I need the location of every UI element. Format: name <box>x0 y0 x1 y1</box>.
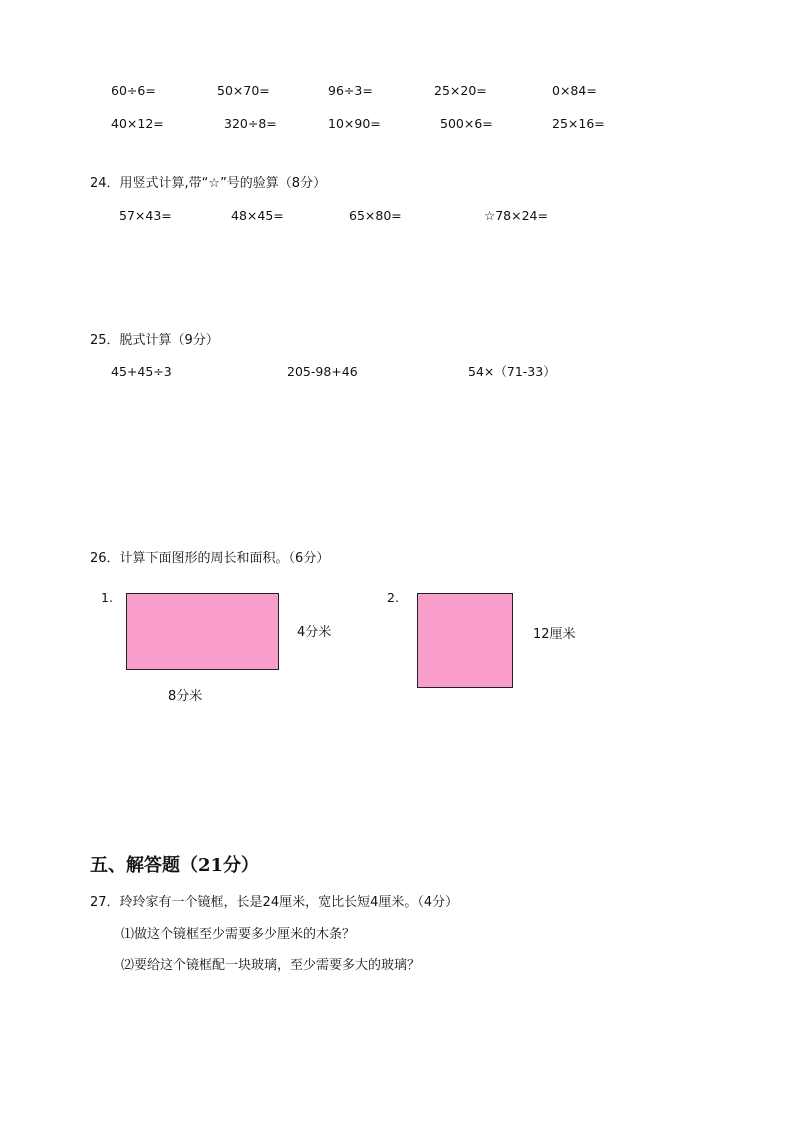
question-27-sub2: ⑵要给这个镜框配一块玻璃，至少需要多大的玻璃？ <box>121 958 421 973</box>
oral-item: 0×84= <box>552 83 597 98</box>
q25-item: 45+45÷3 <box>111 364 172 379</box>
oral-item: 50×70= <box>217 83 270 98</box>
oral-item: 25×16= <box>552 116 605 131</box>
rectangle-height-label: 4分米 <box>297 625 332 640</box>
figure-number: 1. <box>101 590 113 605</box>
q24-item: 48×45= <box>231 208 284 223</box>
q24-item: 57×43= <box>119 208 172 223</box>
section-heading: 五、解答题（21分） <box>90 855 260 876</box>
q24-item: 65×80= <box>349 208 402 223</box>
question-27-title: 27．玲玲家有一个镜框，长是24厘米，宽比长短4厘米。（4分） <box>90 895 459 910</box>
question-25-title: 25．脱式计算（9分） <box>90 333 219 348</box>
q25-item: 205-98+46 <box>287 364 358 379</box>
question-26-title: 26．计算下面图形的周长和面积。（6分） <box>90 551 330 566</box>
oral-item: 10×90= <box>328 116 381 131</box>
square-side-label: 12厘米 <box>533 627 576 642</box>
question-24-title: 24．用竖式计算,带“☆”号的验算（8分） <box>90 176 327 191</box>
rectangle-width-label: 8分米 <box>168 689 203 704</box>
oral-item: 25×20= <box>434 83 487 98</box>
oral-item: 60÷6= <box>111 83 156 98</box>
oral-item: 320÷8= <box>224 116 277 131</box>
question-27-sub1: ⑴做这个镜框至少需要多少厘米的木条？ <box>121 927 356 942</box>
figure-number: 2. <box>387 590 399 605</box>
oral-item: 40×12= <box>111 116 164 131</box>
oral-item: 96÷3= <box>328 83 373 98</box>
square-figure <box>417 593 513 688</box>
q25-item: 54×（71-33） <box>468 364 556 379</box>
oral-item: 500×6= <box>440 116 493 131</box>
q24-item: ☆78×24= <box>484 208 548 223</box>
rectangle-figure <box>126 593 279 670</box>
